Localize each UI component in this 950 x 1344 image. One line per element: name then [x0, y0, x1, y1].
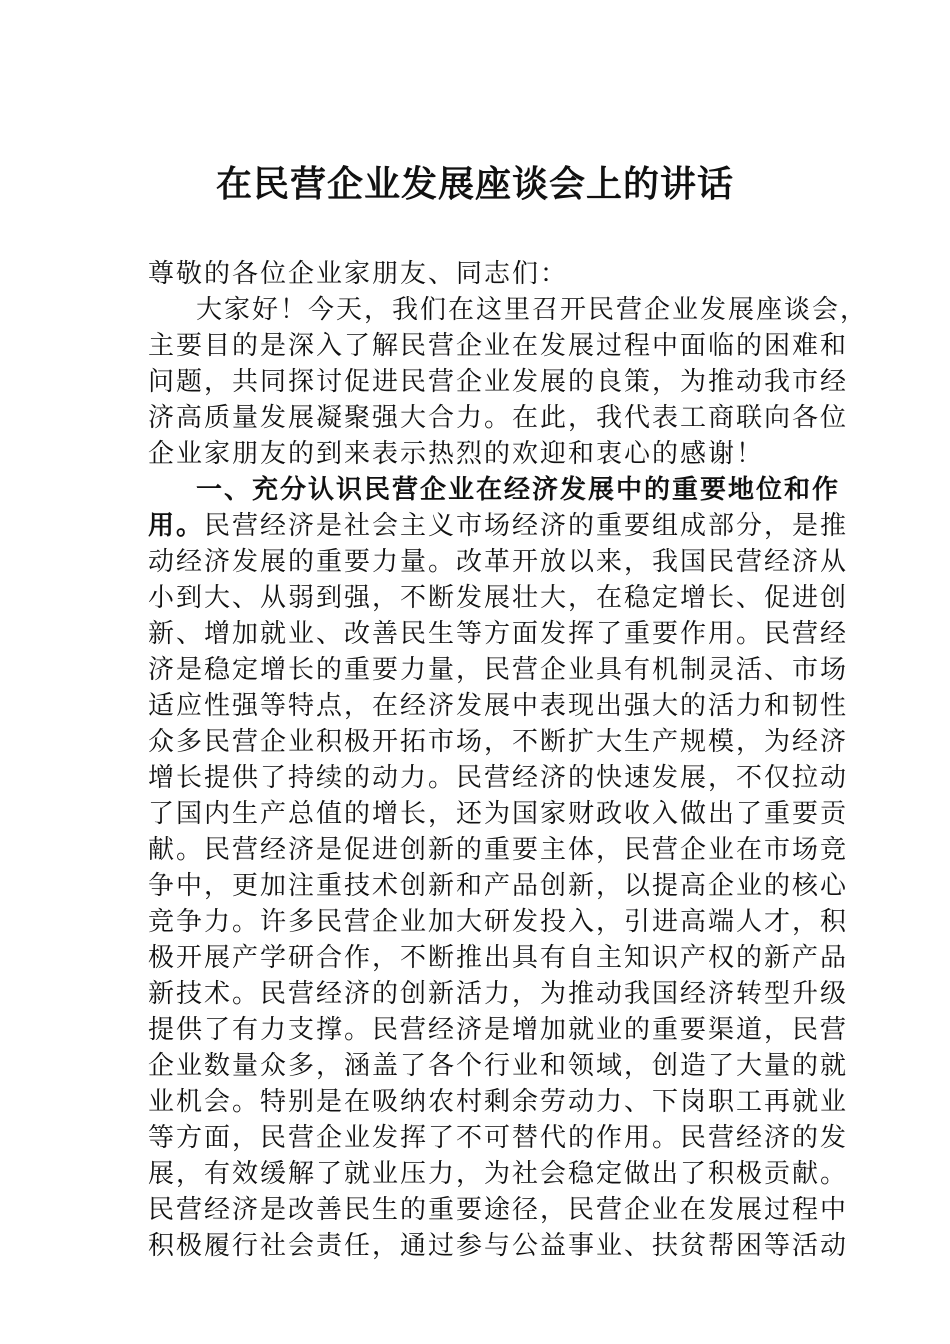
document-title: 在民营企业发展座谈会上的讲话: [215, 163, 734, 205]
section-heading-tail: 用。: [148, 511, 205, 541]
body-line: 新、增加就业、改善民生等方面发挥了重要作用。民营经: [148, 619, 849, 649]
body-line: 献。民营经济是促进创新的重要主体，民营企业在市场竞: [148, 835, 849, 865]
intro-line: 济高质量发展凝聚强大合力。在此，我代表工商联向各位: [148, 403, 849, 433]
body-line: 展，有效缓解了就业压力，为社会稳定做出了积极贡献。: [148, 1159, 849, 1189]
body-line: 竞争力。许多民营企业加大研发投入，引进高端人才，积: [148, 907, 849, 937]
section-text-start: 民营经济是社会主义市场经济的重要组成部分，是推: [204, 511, 849, 541]
intro-line: 问题，共同探讨促进民营企业发展的良策，为推动我市经: [148, 367, 849, 397]
body-line: 动经济发展的重要力量。改革开放以来，我国民营经济从: [148, 547, 849, 577]
body-line: 积极履行社会责任，通过参与公益事业、扶贫帮困等活动: [148, 1231, 849, 1261]
body-line: 新技术。民营经济的创新活力，为推动我国经济转型升级: [148, 979, 849, 1009]
body-line: 济是稳定增长的重要力量，民营企业具有机制灵活、市场: [148, 655, 849, 685]
document-body: [148, 256, 869, 1264]
section-first-line: [148, 508, 849, 544]
body-line: 提供了有力支撑。民营经济是增加就业的重要渠道，民营: [148, 1015, 849, 1045]
body-line: 业机会。特别是在吸纳农村剩余劳动力、下岗职工再就业: [148, 1087, 849, 1117]
intro-line: 主要目的是深入了解民营企业在发展过程中面临的困难和: [148, 331, 849, 361]
body-line: 极开展产学研合作，不断推出具有自主知识产权的新产品: [148, 943, 849, 973]
intro-line: 大家好！今天，我们在这里召开民营企业发展座谈会，: [196, 295, 869, 325]
salutation: 尊敬的各位企业家朋友、同志们：: [148, 259, 569, 289]
body-line: 争中，更加注重技术创新和产品创新，以提高企业的核心: [148, 871, 849, 901]
body-line: 企业数量众多，涵盖了各个行业和领域，创造了大量的就: [148, 1051, 849, 1081]
body-line: 了国内生产总值的增长，还为国家财政收入做出了重要贡: [148, 799, 849, 829]
body-line: 小到大、从弱到强，不断发展壮大，在稳定增长、促进创: [148, 583, 849, 613]
section-heading: 一、充分认识民营企业在经济发展中的重要地位和作: [196, 475, 841, 505]
body-line: 增长提供了持续的动力。民营经济的快速发展，不仅拉动: [148, 763, 849, 793]
intro-line: 企业家朋友的到来表示热烈的欢迎和衷心的感谢！: [148, 439, 765, 469]
body-line: 等方面，民营企业发挥了不可替代的作用。民营经济的发: [148, 1123, 849, 1153]
body-line: 适应性强等特点，在经济发展中表现出强大的活力和韧性: [148, 691, 849, 721]
body-line: 民营经济是改善民生的重要途径，民营企业在发展过程中: [148, 1195, 849, 1225]
body-line: 众多民营企业积极开拓市场，不断扩大生产规模，为经济: [148, 727, 849, 757]
